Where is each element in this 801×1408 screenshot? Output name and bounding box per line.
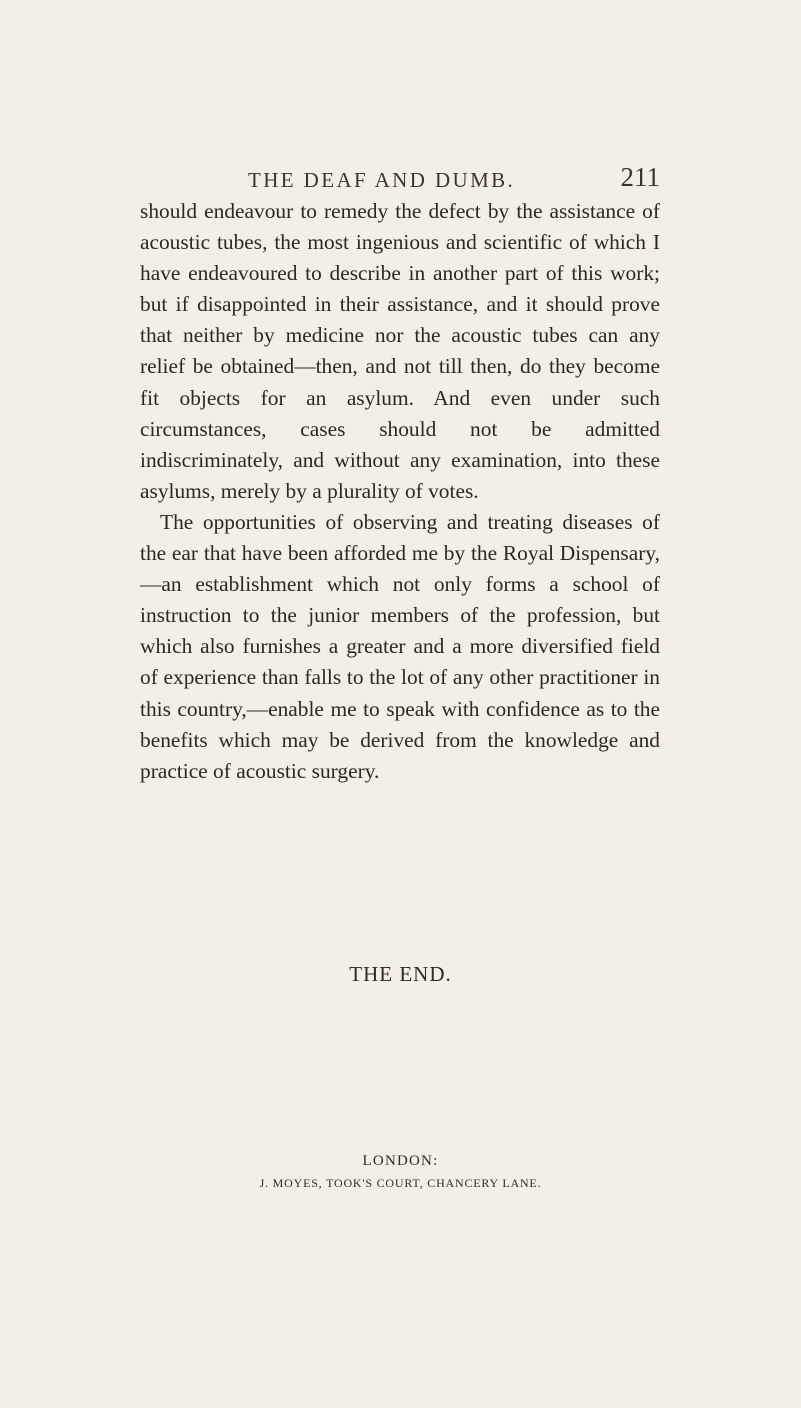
paragraph-2: The opportunities of observing and treating diseases of the ear that have been afforded me by the Royal Dispensary,—an establishment which not only forms a school of instruction to the junior members of the profession, but which also furnishes a greater and a more diversified field of experience than falls to the lot of any other practitioner in this country,—enable me to speak with confidence as to the benefits which may be derived from the knowledge and practice of acoustic surgery. xyxy=(140,509,660,783)
the-end-heading: THE END. xyxy=(349,962,452,986)
page-number: 211 xyxy=(620,162,660,192)
imprint-city: LONDON: xyxy=(362,1153,439,1169)
imprint-printer: J. MOYES, TOOK'S COURT, CHANCERY LANE. xyxy=(259,1176,542,1190)
body-text xyxy=(140,196,660,787)
paragraph-1: should endeavour to remedy the defect by the assistance of acoustic tubes, the most ingenious and scientific of which I have endeavoured to describe in another part of this work; but if disappointed in their assistance, and it should prove that neither by medicine nor the acoustic tubes can any relief be obtained—then, and not till then, do they become fit objects for an asylum. And even under such circumstances, cases should not be admitted indiscriminately, and without any examination, into these asylums, merely by a plurality of votes. xyxy=(140,199,660,503)
running-head: THE DEAF AND DUMB. xyxy=(248,168,516,192)
